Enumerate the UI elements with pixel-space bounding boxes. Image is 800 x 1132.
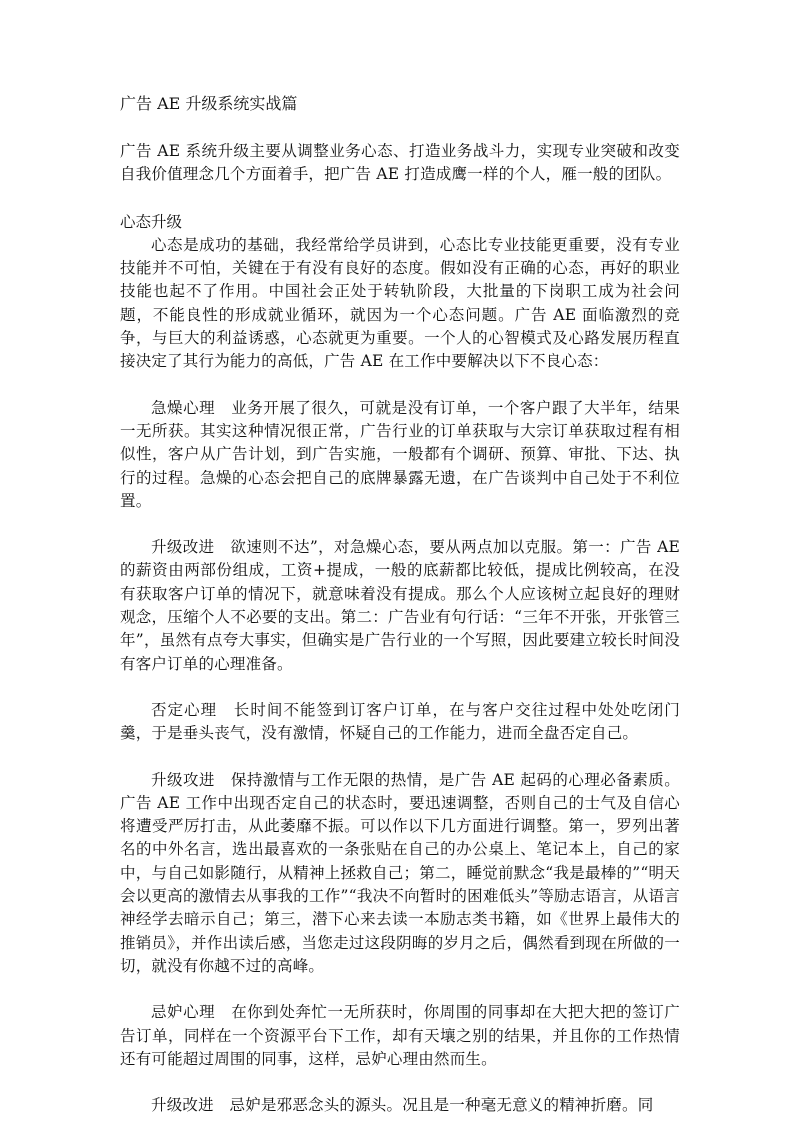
paragraph-jealousy: 忌妒心理 在你到处奔忙一无所获时，你周围的同事却在大把大把的签订广告订单，同样在一个资源平台下工作，却有天壤之别的结果，并且你的工作热情还有可能超过周围的同事，这样，忌妒心理由然而生。 xyxy=(120,1003,680,1068)
paragraph-mindset: 心态是成功的基础，我经常给学员讲到，心态比专业技能更重要，没有专业技能并不可怕，关键在于有没有良好的态度。假如没有正确的心态，再好的职业技能也起不了作用。中国社会正处于转轨阶段，大批量的下岗职工成为社会问题，不能良性的形成就业循环，就因为一个心态问题。广告 AE 面临激烈的竞争，与巨大的利益诱惑，心态就更为重要。一个人的心智模式及心路发展历程直接决定了其行为能力的高低，广告 AE 在工作中要解决以下不良心态： xyxy=(120,235,680,371)
document-page xyxy=(120,92,680,1117)
section-heading: 心态升级 xyxy=(120,212,183,231)
document-title: 广告 AE 升级系统实战篇 xyxy=(120,94,298,113)
paragraph-jealousy-fix: 升级改进 忌妒是邪恶念头的源头。况且是一种毫无意义的精神折磨。同 xyxy=(151,1096,654,1115)
paragraph-self-denial-fix: 升级攻进 保持激情与工作无限的热情，是广告 AE 起码的心理必备素质。广告 AE 工作中出现否定自己的状态时，要迅速调整，否则自己的士气及自信心将遭受严厉打击，从此萎靡不振。可以作以下几方面进行调整。第一，罗列出著名的中外名言，选出最喜欢的一条张贴在自己的办公桌上、笔记本上，自己的家中，与自己如影随行，从精神上拯救自己；第二，睡觉前默念“我是最棒的”“明天会以更高的激情去从事我的工作”“我决不向暂时的困难低头”等励志语言，从语言神经学去暗示自己；第三，潜下心来去读一本励志类书籍，如《世界上最伟大的推销员》，并作出读后感，当您走过这段阴晦的岁月之后，偶然看到现在所做的一切，就没有你越不过的高峰。 xyxy=(120,770,680,975)
paragraph-self-denial: 否定心理 长时间不能签到订客户订单，在与客户交往过程中处处吃闭门羹，于是垂头丧气，没有激情，怀疑自己的工作能力，进而全盘否定自己。 xyxy=(120,700,680,743)
paragraph-impatience-fix: 升级改进 欲速则不达”，对急燥心态，要从两点加以克服。第一：广告 AE 的薪资由两部份组成，工资+提成，一般的底薪都比较低，提成比例较高，在没有获取客户订单的情况下，就意味着没有提成。那么个人应该树立起良好的理财观念，压缩个人不必要的支出。第二：广告业有句行话：“三年不开张，开张管三年”，虽然有点夸大事实，但确实是广告行业的一个写照，因此要建立较长时间没有客户订单的心理准备。 xyxy=(120,538,680,673)
paragraph-impatience: 急燥心理 业务开展了很久，可就是没有订单，一个客户跟了大半年，结果一无所获。其实这种情况很正常，广告行业的订单获取与大宗订单获取过程有相似性，客户从广告计划，到广告实施，一般都有个调研、预算、审批、下达、执行的过程。急燥的心态会把自己的底牌暴露无遗，在广告谈判中自己处于不利位置。 xyxy=(120,398,680,510)
intro-paragraph: 广告 AE 系统升级主要从调整业务心态、打造业务战斗力，实现专业突破和改变自我价值理念几个方面着手，把广告 AE 打造成鹰一样的个人，雁一般的团队。 xyxy=(120,142,680,184)
